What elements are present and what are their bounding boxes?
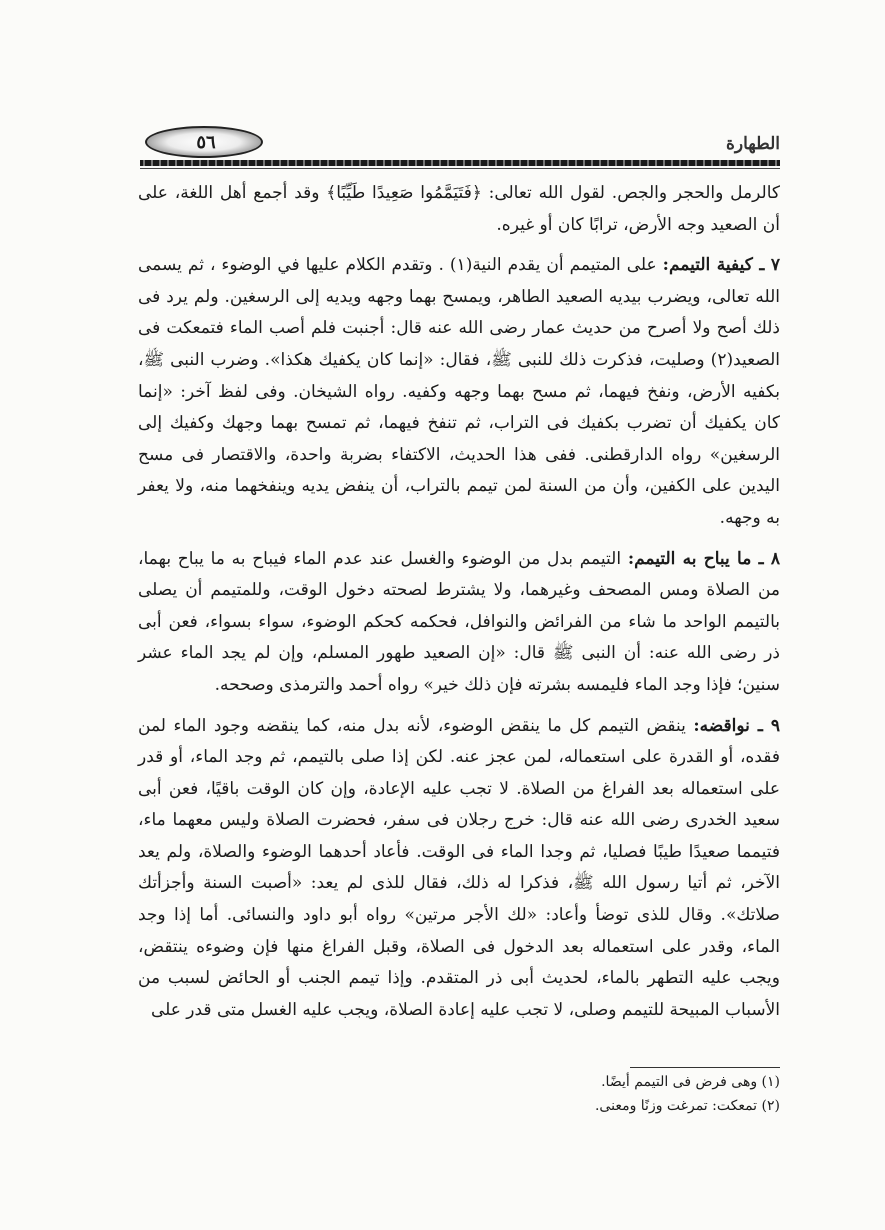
paragraph-text: ينقض التيمم كل ما ينقض الوضوء، لأنه بدل منه، كما ينقضه وجود الماء لمن فقده، أو القدرة على استعماله، لمن عجز عنه. لكن إذا صلى بالتيمم، ثم وجد الماء، أو قدر على استعماله بعد الفراغ من الصلاة. لا تجب عليه الإعادة، وإن كان الوقت باقيًا، فعن أبى سعيد الخدرى رضى الله عنه قال: خرج رجلان فى سفر، فحضرت الصلاة وليس معهما ماء، فتيمما صعيدًا طيبًا فصليا، ثم وجدا الماء فى الوقت. فأعاد أحدهما الوضوء والصلاة، ولم يعد الآخر، ثم أتيا رسول الله ﷺ، فذكرا له ذلك، فقال للذى لم يعد: «أصبت السنة وأجزأتك صلاتك». وقال للذى توضأ وأعاد: «لك الأجر مرتين» رواه أبو داود والنسائى. أما إذا وجد الماء، وقدر على استعماله بعد الدخول فى الصلاة، وقبل الفراغ منها فإن وضوءه ينتقض، ويجب عليه التطهر بالماء، لحديث أبى ذر المتقدم. وإذا تيمم الجنب أو الحائض لسبب من الأسباب المبيحة للتيمم وصلى، لا تجب عليه إعادة الصلاة، ويجب عليه الغسل متى قدر على xyxy=(138,715,780,1020)
paragraph xyxy=(138,711,780,1027)
header-rule-thin xyxy=(140,168,780,169)
body-text xyxy=(138,178,780,1035)
page-number-ornament xyxy=(145,126,263,158)
page-number: ٥٦ xyxy=(196,132,216,153)
footnote: (١) وهى فرض فى التيمم أيضًا. xyxy=(601,1074,780,1090)
paragraph xyxy=(138,544,780,702)
paragraph xyxy=(138,178,780,241)
paragraph-text: التيمم بدل من الوضوء والغسل عند عدم الماء فيباح به ما يباح بهما، من الصلاة ومس المصحف وغيرهما، ولا يشترط لصحته دخول الوقت، وللمتيمم أن يصلى بالتيمم الواحد ما شاء من الفرائض والنوافل، فحكمه كحكم الوضوء، سواء بسواء، فعن أبى ذر رضى الله عنه: أن النبى ﷺ قال: «إن الصعيد طهور المسلم، وإن لم يجد الماء عشر سنين؛ فإذا وجد الماء فليمسه بشرته فإن ذلك خير» رواه أحمد والترمذى وصححه. xyxy=(138,548,780,695)
page-header xyxy=(140,120,780,162)
paragraph xyxy=(138,250,780,534)
header-rule xyxy=(140,160,780,166)
running-title: الطهارة xyxy=(726,134,780,154)
footnote-rule xyxy=(630,1067,780,1068)
footnotes xyxy=(138,1070,780,1118)
paragraph-text: كالرمل والحجر والجص. لقول الله تعالى: ﴿فَتَيَمَّمُوا صَعِيدًا طَيِّبًا﴾ وقد أجمع أهل اللغة، على أن الصعيد وجه الأرض، ترابًا كان أو غيره. xyxy=(138,183,780,235)
paragraph-lead: ٧ ـ كيفية التيمم: xyxy=(662,255,780,276)
footnote: (٢) تمعكت: تمرغت وزنًا ومعنى. xyxy=(594,1098,780,1114)
paragraph-lead: ٨ ـ ما يباح به التيمم: xyxy=(627,548,780,569)
paragraph-lead: ٩ ـ نواقضه: xyxy=(693,715,781,736)
paragraph-text: على المتيمم أن يقدم النية(١) . وتقدم الكلام عليها في الوضوء ، ثم يسمى الله تعالى، ويضرب بيديه الصعيد الطاهر، ويمسح بهما وجهه ويديه إلى الرسغين. ولم يرد فى ذلك أصح ولا أصرح من حديث عمار رضى الله عنه قال: أجنبت فلم أصب الماء فتمعكت فى الصعيد(٢) وصليت، فذكرت ذلك للنبى ﷺ، فقال: «إنما كان يكفيك هكذا». وضرب النبى ﷺ، بكفيه الأرض، ونفخ فيهما، ثم مسح بهما وجهه وكفيه. رواه الشيخان. وفى لفظ آخر: «إنما كان يكفيك أن تضرب بكفيك فى التراب، ثم تنفخ فيهما، ثم تمسح بهما وجهك وكفيك إلى الرسغين» رواه الدارقطنى. ففى هذا الحديث، الاكتفاء بضربة واحدة، والاقتصار فى مسح اليدين على الكفين، وأن من السنة لمن تيمم بالتراب، أن ينفض يديه وينفخهما منه، ولا يعفر به وجهه. xyxy=(138,255,780,528)
